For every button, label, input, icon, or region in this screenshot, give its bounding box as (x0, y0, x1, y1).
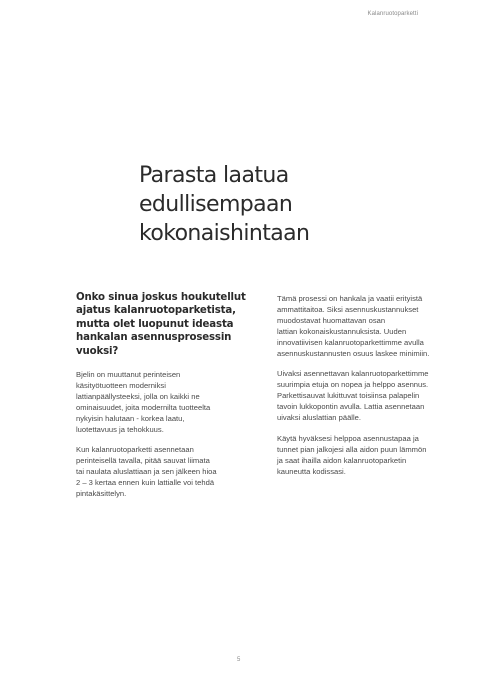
text-line: tavoin lukkopontin avulla. Lattia asennetaan (277, 402, 425, 412)
text-line: suurimpia etuja on nopea ja helppo asennus. (277, 380, 429, 390)
right-column (277, 294, 463, 488)
body-paragraph (76, 370, 260, 435)
body-paragraph (277, 294, 463, 359)
text-line: lattianpäällysteeksi, jolla on kaikki ne (76, 391, 200, 401)
text-line: uivaksi aluslattian päälle. (277, 413, 362, 423)
body-paragraph (277, 434, 463, 478)
page-number: 5 (237, 657, 241, 663)
text-line: tai naulata aluslattiaan ja sen jälkeen hioa (76, 467, 217, 477)
lead-heading-line: hankalan asennusprosessin (76, 332, 232, 344)
lead-heading-line: mutta olet luopunut ideasta (76, 318, 234, 330)
body-paragraph (76, 445, 260, 500)
text-line: nykyisin halutaan - korkea laatu, (76, 413, 185, 423)
text-line: Käytä hyväksesi helppoa asennustapaa ja (277, 433, 419, 443)
text-line: muodostavat huomattavan osan (277, 315, 386, 325)
text-line: tunnet pian jalkojesi alla aidon puun lämmön (277, 444, 427, 454)
text-line: ja saat ihailla aidon kalanruotoparketin (277, 455, 407, 465)
text-line: Parkettisauvat lukittuvat toisiinsa palapelin (277, 391, 420, 401)
page-title-line: Parasta laatua (139, 163, 289, 188)
text-line: käsityötuotteen moderniksi (76, 380, 166, 390)
text-line: perinteisellä tavalla, pitää sauvat liimata (76, 456, 210, 466)
text-line: Bjelin on muuttanut perinteisen (76, 370, 181, 380)
text-line: Kun kalanruotoparketti asennetaan (76, 445, 194, 455)
lead-heading-line: Onko sinua joskus houkutellut (76, 292, 246, 303)
text-line: lattian kokonaiskustannuksista. Uuden (277, 326, 407, 336)
text-line: Uivaksi asennettavan kalanruotoparkettimme (277, 369, 429, 379)
lead-heading-line: ajatus kalanruotoparketista, (76, 305, 236, 317)
text-line: ammattitaitoa. Siksi asennuskustannukset (277, 304, 419, 314)
text-line: kauneutta kodissasi. (277, 466, 346, 476)
text-line: Tämä prosessi on hankala ja vaatii erityistä (277, 294, 423, 303)
section-label: Kalanruotoparketti (367, 11, 418, 17)
page-title-line: edullisempaan (139, 192, 293, 217)
text-line: pintakäsittelyn. (76, 489, 127, 499)
text-line: ominaisuudet, joita modernilta tuotteelta (76, 402, 211, 412)
body-paragraph (277, 369, 463, 424)
text-line: asennuskustannusten osuus laskee minimiin. (277, 348, 430, 358)
lead-heading-line: vuoksi? (76, 345, 119, 357)
text-line: innovatiivisen kalanruotoparkettimme avulla (277, 337, 424, 347)
lead-heading (76, 291, 260, 358)
page-title (139, 161, 439, 248)
text-line: 2 – 3 kertaa ennen kuin lattialle voi tehdä (76, 478, 215, 488)
page-title-line: kokonaishintaan (139, 221, 310, 246)
left-column (76, 291, 260, 510)
text-line: luotettavuus ja tehokkuus. (76, 424, 164, 434)
